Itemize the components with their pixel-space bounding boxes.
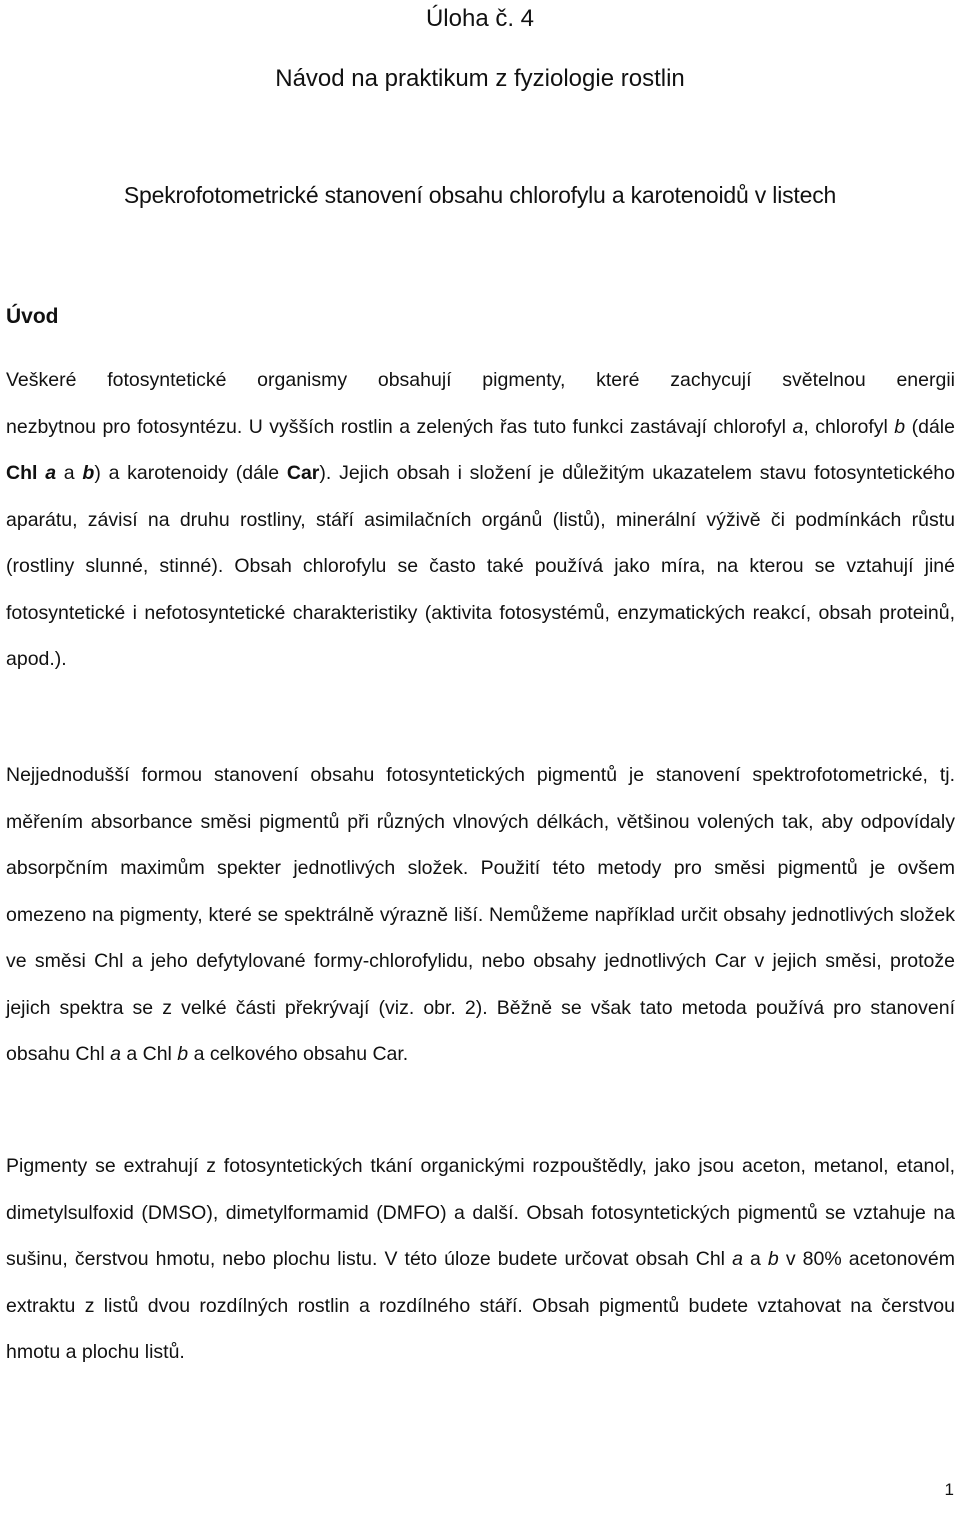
italic-b: b (894, 415, 906, 438)
italic-a: a (792, 415, 804, 438)
section-heading: Úvod (6, 305, 59, 328)
italic-a: a (110, 1043, 121, 1065)
intro-paragraph-2 (6, 752, 955, 1078)
bold-italic-b: b (82, 462, 95, 484)
text-segment: a celkového obsahu Car. (188, 1043, 409, 1065)
italic-b: b (177, 1043, 189, 1065)
text-segment: ) a karotenoidy (dále (94, 462, 287, 484)
intro-paragraph-1-line-1: Veškeré fotosyntetické organismy obsahují pigmenty, které zachycují světelnou energii (6, 369, 955, 391)
italic-b: b (767, 1248, 779, 1270)
task-number: Úloha č. 4 (425, 5, 535, 32)
text-segment: a (742, 1248, 768, 1270)
bold-chl: Chl (6, 462, 38, 484)
text-segment: (dále (905, 415, 955, 438)
bold-italic-a: a (45, 462, 57, 484)
bold-car: Car (286, 462, 320, 484)
text-segment: v 80% acetonovém extraktu z listů dvou rozdílných rostlin a rozdílného stáří. Obsah pigmentů budete vztahovat na čerstvou hmotu a plochu listů. (6, 1248, 956, 1363)
intro-paragraph-1 (6, 357, 955, 683)
text-segment: a (56, 462, 83, 484)
text-segment: a Chl (120, 1043, 178, 1065)
italic-a: a (732, 1248, 743, 1270)
text-segment: , chlorofyl (803, 415, 895, 438)
text-segment: Pigmenty se extrahují z fotosyntetických tkání organickými rozpouštědly, jako jsou aceton, metanol, etanol, dimetylsulfoxid (DMSO), dimetylformamid (DMFO) a další. Obsah fotosyntetických pigmentů se vztahuje na sušinu, čerstvou hmotu, nebo plochu listu. V této úloze budete určovat obsah Chl (6, 1155, 955, 1270)
page-title: Spekrofotometrické stanovení obsahu chlorofylu a karotenoidů v listech (123, 182, 837, 208)
text-segment: ). Jejich obsah i složení je důležitým ukazatelem stavu fotosyntetického aparátu, závisí na druhu rostliny, stáří asimilačních orgánů (listů), minerální výživě či podmínkách růstu (rostliny slunné, stinné). Obsah chlorofylu se často také používá jako míra, na kterou se vztahují jiné fotosyntetické i nefotosyntetické charakteristiky (aktivita fotosystémů, enzymatických reakcí, obsah proteinů, apod.). (6, 462, 956, 670)
intro-paragraph-3 (6, 1143, 955, 1376)
page-number: 1 (944, 1480, 954, 1499)
manual-title: Návod na praktikum z fyziologie rostlin (275, 65, 685, 92)
text-segment: nezbytnou pro fotosyntézu. U vyšších rostlin a zelených řas tuto funkci zastávají chlorofyl (6, 415, 793, 438)
text-segment: Nejjednodušší formou stanovení obsahu fotosyntetických pigmentů je stanovení spektrofotometrické, tj. měřením absorbance směsi pigmentů při různých vlnových délkách, většinou volených tak, aby odpovídaly absorpčním maximům spekter jednotlivých složek. Použití této metody pro směsi pigmentů je ovšem omezeno na pigmenty, které se spektrálně výrazně liší. Nemůžeme například určit obsahy jednotlivých složek ve směsi Chl a jeho defytylované formy-chlorofylidu, nebo obsahy jednotlivých Car v jejich směsi, protože jejich spektra se z velké části překrývají (viz. obr. 2). Běžně se však tato metoda používá pro stanovení obsahu Chl (6, 764, 955, 1065)
